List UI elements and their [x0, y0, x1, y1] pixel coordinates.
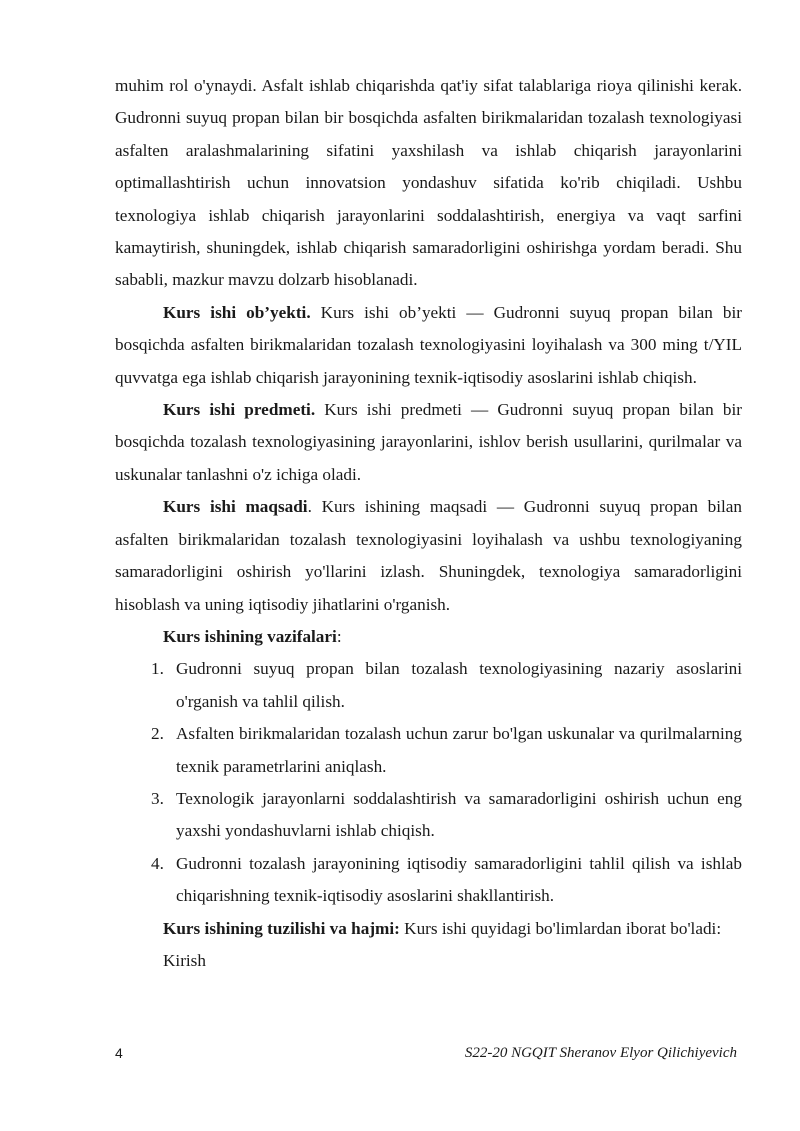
- tasks-heading-line: [115, 621, 742, 653]
- list-item-number: 1.: [151, 659, 164, 679]
- tasks-list: [115, 653, 742, 912]
- paragraph-goal: [115, 491, 742, 621]
- page-footer: [115, 1045, 737, 1065]
- intro-section-label: Kirish: [163, 950, 206, 970]
- list-item-number: 4.: [151, 853, 164, 873]
- list-item-number: 2.: [151, 724, 164, 744]
- list-item: [115, 718, 742, 783]
- list-item: [115, 783, 742, 848]
- tasks-heading: Kurs ishining vazifalari: [163, 626, 337, 646]
- list-item-text: Gudronni suyuq propan bilan tozalash texnologiyasining nazariy asoslarini o'rganish va tahlil qilish.: [176, 659, 742, 711]
- paragraph-subject: [115, 394, 742, 491]
- page-number: 4: [115, 1045, 123, 1061]
- document-page: [115, 70, 742, 977]
- goal-heading: Kurs ishi maqsadi: [163, 497, 308, 517]
- tasks-colon: :: [336, 626, 342, 646]
- list-item-text: Asfalten birikmalaridan tozalash uchun zarur bo'lgan uskunalar va qurilmalarning texnik parametrlarini aniqlash.: [176, 724, 742, 776]
- object-text: Kurs ishi ob’yekti — Gudronni suyuq propan bilan bir bosqichda asfalten birikmalaridan tozalash texnologiyasini loyihalash va 300 ming t/YIL quvvatga ega ishlab chiqarish jarayonining texnik-iqtisodiy asoslarini ishlab chiqish.: [115, 302, 742, 387]
- object-heading: Kurs ishi ob’yekti.: [163, 302, 311, 322]
- list-item-text: Texnologik jarayonlarni soddalashtirish va samaradorligini oshirish uchun eng yaxshi yondashuvlarni ishlab chiqish.: [176, 788, 742, 841]
- list-item: [115, 653, 742, 718]
- paragraph-intro-continuation: muhim rol o'ynaydi. Asfalt ishlab chiqarishda qat'iy sifat talablariga rioya qilinishi kerak. Gudronni suyuq propan bilan bir bosqichda asfalten birikmalaridan tozalash texnologiyasi asfalten aralashmalarining sifatini yaxshilash va ishlab chiqarish jarayonlarini optimallashtirish uchun innovatsion yondashuv sifatida ko'rib chiqiladi. Ushbu texnologiya ishlab chiqarish jarayonlarini soddalashtirish, energiya va vaqt sarfini kamaytirish, shuningdek, ishlab chiqarish samaradorligini oshirishga yordam beradi. Shu sababli, mazkur mavzu dolzarb hisoblanadi.: [115, 76, 742, 290]
- paragraph-object: [115, 297, 742, 394]
- goal-text: . Kurs ishining maqsadi — Gudronni suyuq propan bilan asfalten birikmalaridan tozalash texnologiyasini loyihalash va ushbu texnologiyaning samaradorligini oshirish yo'llarini izlash. Shuningdek, texnologiya samaradorligini hisoblash va uning iqtisodiy jihatlarini o'rganish.: [115, 497, 743, 614]
- list-item-text: Gudronni tozalash jarayonining iqtisodiy samaradorligini tahlil qilish va ishlab chiqarishning texnik-iqtisodiy asoslarini shakllantirish.: [176, 853, 742, 906]
- structure-text: Kurs ishi quyidagi bo'limlardan iborat bo'ladi:: [399, 918, 722, 938]
- subject-heading: Kurs ishi predmeti.: [163, 400, 316, 420]
- paragraph-structure: [115, 913, 742, 945]
- footer-author: S22-20 NGQIT Sheranov Elyor Qilichiyevich: [464, 1045, 737, 1061]
- list-item: [115, 848, 742, 913]
- structure-heading: Kurs ishining tuzilishi va hajmi:: [163, 918, 400, 938]
- list-item-number: 3.: [151, 788, 164, 808]
- subject-text: Kurs ishi predmeti — Gudronni suyuq propan bilan bir bosqichda tozalash texnologiyasining jarayonlarini, ishlov berish usullarini, qurilmalar va uskunalar tanlashni o'z ichiga oladi.: [115, 400, 742, 484]
